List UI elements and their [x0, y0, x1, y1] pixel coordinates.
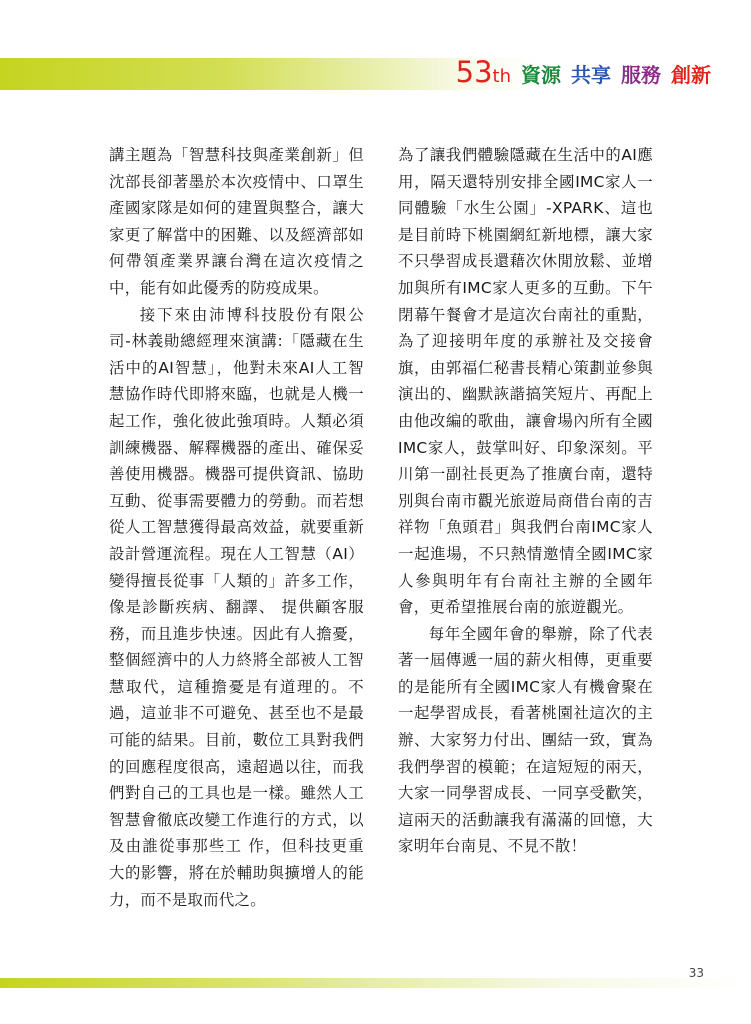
paragraph: 接下來由沛博科技股份有限公司-林義勛總經理來演講:「隱藏在生活中的AI智慧」，他對未來AI人工智慧協作時代即將來臨，也就是人機一起工作，強化彼此強項時。人類必須訓練機器、解釋機器的產出、確保妥善使用機器。機器可提供資訊、協助互動、從事需要體力的勞動。而若想從人工智慧獲得最高效益，就要重新設計營運流程。現在人工智慧（AI）變得擅長從事「人類的」許多工作，像是診斷疾病、翻譯、 提供顧客服務，而且進步快速。因此有人擔憂，整個經濟中的人力終將全部被人工智慧取代，這種擔憂是有道理的。不過，這並非不可避免、甚至也不是最可能的結果。目前，數位工具對我們的回應程度很高，遠超過以往，而我們對自己的工具也是一樣。雖然人工智慧會徹底改變工作進行的方式，以及由誰從事那些工 作，但科技更重大的影響，將在於輔助與擴增人的能力，而不是取而代之。 [109, 305, 364, 909]
header-word-share: 共享 [571, 63, 611, 87]
paragraph: 為了讓我們體驗隱藏在生活中的AI應用，隔天還特別安排全國IMC家人一同體驗「水生公園」-XPARK、這也是目前時下桃園網紅新地標，讓大家不只學習成長還藉次休閒放鬆、並增加與所有IMC家人更多的互動。下午閉幕午餐會才是這次台南社的重點，為了迎接明年度的承辦社及交接會旗，由郭福仁秘書長精心策劃並參與演出的、幽默詼諧搞笑短片、再配上由他改編的歌曲，讓會場內所有全國IMC家人，鼓掌叫好、印象深刻。平川第一副社長更為了推廣台南，還特別與台南市觀光旅遊局商借台南的吉祥物「魚頭君」與我們台南IMC家人一起進場，不只熱情邀情全國IMC家人參與明年有台南社主辦的全國年會，更希望推展台南的旅遊觀光。 [398, 146, 653, 617]
left-column [109, 142, 364, 913]
header-ordinal: th [492, 66, 511, 87]
right-column [398, 142, 653, 860]
page-number: 33 [688, 966, 704, 980]
header-title [456, 55, 711, 95]
header-word-resources: 資源 [521, 63, 561, 87]
header-word-service: 服務 [621, 63, 661, 87]
header-word-innovation: 創新 [671, 63, 711, 87]
paragraph: 每年全國年會的舉辦，除了代表著一屆傳遞一屆的薪火相傳，更重要的是能所有全國IMC家人有機會聚在一起學習成長，看著桃園社這次的主辦、大家努力付出、團結一致，實為我們學習的模範；在這短短的兩天，大家一同學習成長、一同享受歡笑，這兩天的活動讓我有滿滿的回憶，大家明年台南見、不見不散！ [398, 624, 653, 856]
footer-band [0, 978, 751, 988]
header-number: 53 [455, 55, 493, 89]
paragraph: 講主題為「智慧科技與產業創新」但沈部長卻著墨於本次疫情中、口罩生產國家隊是如何的建置與整合，讓大家更了解當中的困難、以及經濟部如何帶領產業界讓台灣在這次疫情之中，能有如此優秀的防疫成果。 [109, 146, 364, 297]
